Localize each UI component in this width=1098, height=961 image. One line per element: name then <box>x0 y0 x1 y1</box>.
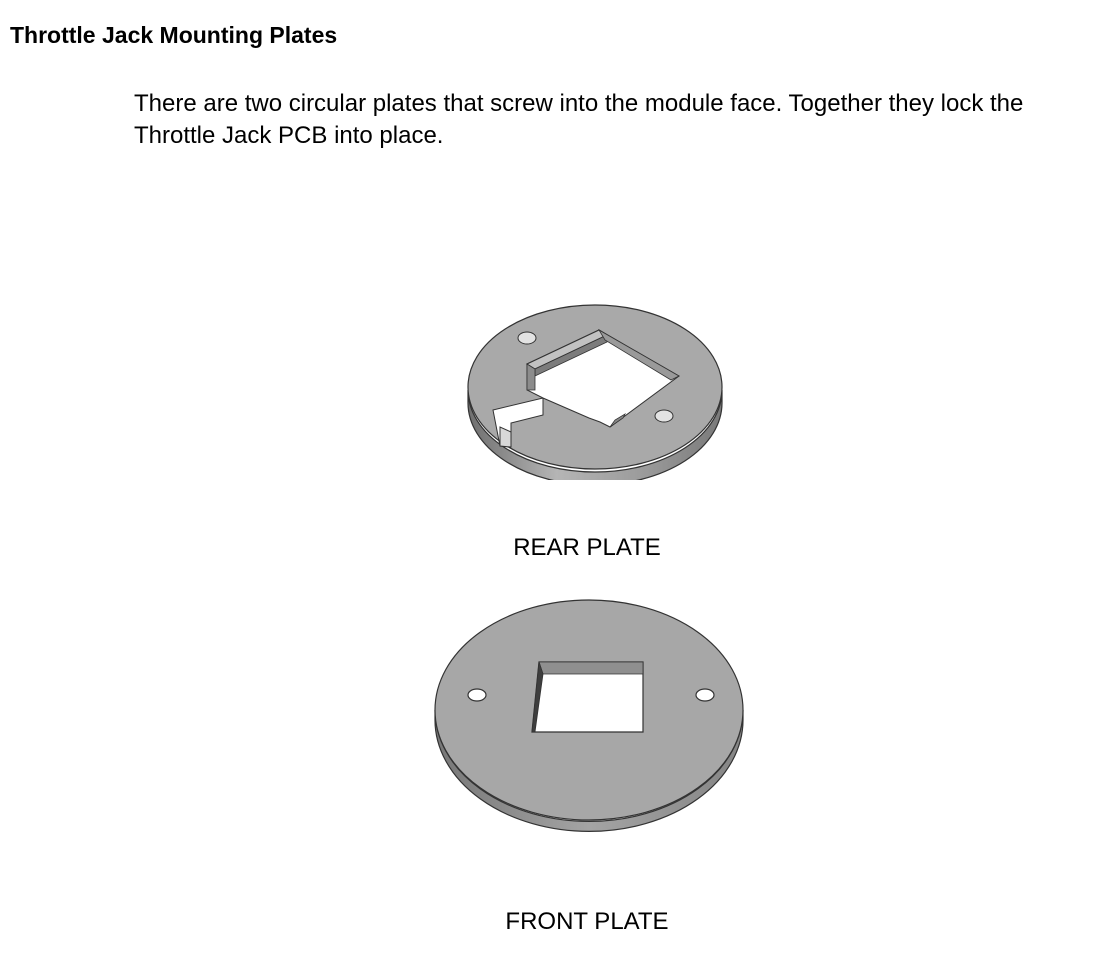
section-heading: Throttle Jack Mounting Plates <box>10 22 338 48</box>
rear-plate-caption: REAR PLATE <box>513 534 661 561</box>
rear-plate-screw-hole-right <box>655 410 673 422</box>
front-plate-caption: FRONT PLATE <box>505 908 669 935</box>
intro-paragraph: There are two circular plates that screw into the module face. Together they lock the Throttle Jack PCB into place. <box>134 90 1024 149</box>
rear-plate-screw-hole-left <box>518 332 536 344</box>
front-plate-screw-hole-right <box>696 689 714 701</box>
front-plate-screw-hole-left <box>468 689 486 701</box>
rear-plate-illustration <box>455 290 735 480</box>
front-plate-body <box>435 600 743 831</box>
rear-plate-body <box>468 305 722 480</box>
front-plate-illustration <box>425 598 755 838</box>
